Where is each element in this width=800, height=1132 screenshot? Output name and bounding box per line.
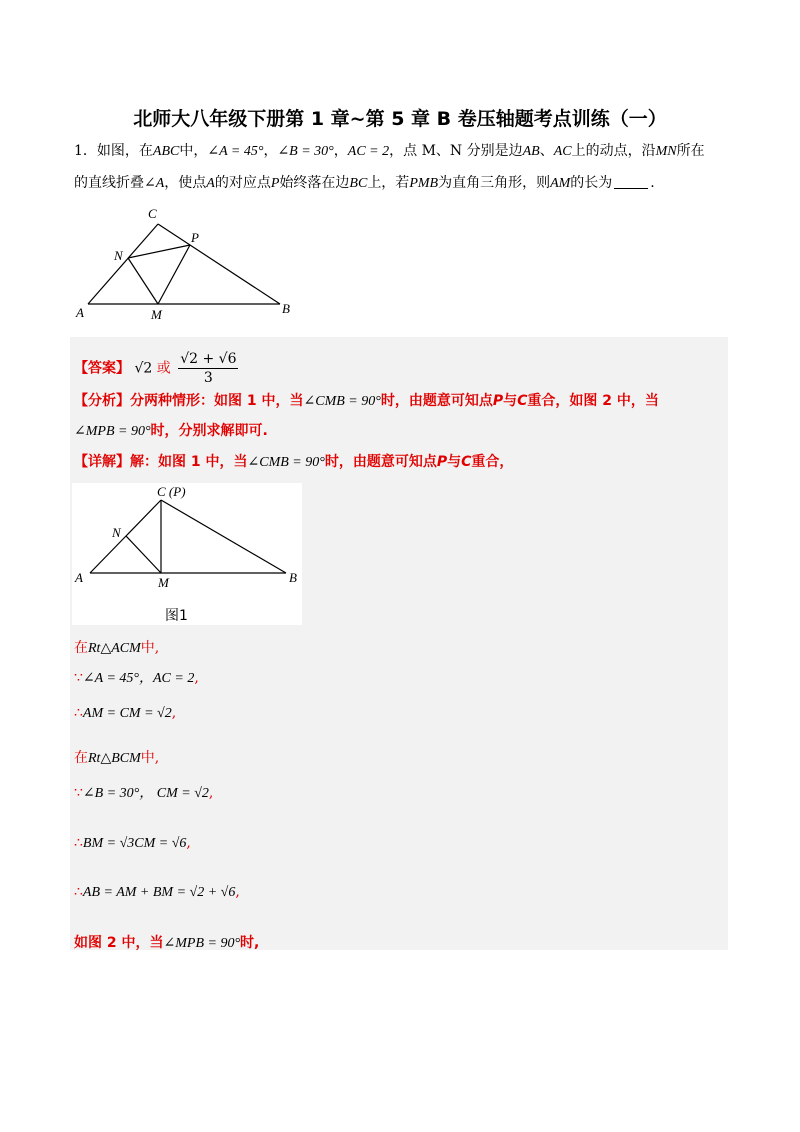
step-math: Rt△ACM: [88, 641, 141, 656]
q-text: 上，若: [367, 175, 410, 191]
label-A: A: [76, 305, 84, 320]
analysis-line-2: [74, 421, 268, 442]
q-text: ，使点: [164, 175, 207, 191]
q-math: ABC: [152, 144, 180, 159]
triangle-figure-1: [70, 205, 310, 323]
q-text: 始终落在边: [279, 175, 350, 191]
q-math: P: [270, 176, 280, 191]
step-3: [74, 703, 176, 724]
step-1: [74, 638, 159, 659]
step-prefix: ∴: [74, 705, 83, 721]
answer-line: [74, 350, 241, 387]
step-math: Rt△BCM: [88, 751, 141, 766]
step-8: [74, 933, 259, 954]
page-title: 北师大八年级下册第 1 章~第 5 章 B 卷压轴题考点训练（一）: [133, 108, 667, 130]
step-suffix: 时,: [240, 935, 260, 951]
detail-text: 解：如图 1 中，当: [130, 454, 248, 470]
label-M: M: [151, 307, 162, 322]
triangle-figure-2: [72, 483, 302, 603]
step-5: [74, 783, 213, 804]
label-M: M: [158, 575, 169, 590]
q-text: 所在: [676, 143, 705, 159]
analysis-line-1: [74, 391, 659, 412]
q-math: PMB: [409, 176, 439, 191]
q-text: ，: [333, 143, 348, 159]
analysis-text: 时，由题意可知点: [380, 393, 493, 409]
answer-blank: [614, 174, 648, 189]
q-math: AM: [550, 176, 571, 191]
detail-tag: 【详解】: [74, 454, 130, 470]
figure-caption: 图1: [165, 608, 188, 624]
label-N: N: [112, 525, 121, 540]
step-suffix: ,: [208, 785, 214, 801]
fraction-numerator: √2 + √6: [180, 351, 237, 367]
question-number: 1．: [74, 143, 97, 159]
answer-fraction: [178, 350, 238, 387]
edge-AC: [88, 224, 158, 304]
label-P: P: [191, 230, 199, 245]
question-line-2: [74, 173, 734, 194]
step-suffix: ,: [186, 835, 191, 851]
q-text: 的对应点: [214, 175, 271, 191]
label-B: B: [282, 301, 290, 316]
analysis-tag: 【分析】: [74, 393, 130, 409]
detail-math: C: [461, 454, 472, 470]
step-7: [74, 882, 240, 903]
q-text: ，: [263, 143, 278, 159]
edge-CB: [161, 500, 286, 573]
step-6: [74, 833, 191, 854]
step-4: [74, 748, 159, 769]
edge-PM: [158, 245, 190, 304]
label-N: N: [114, 248, 123, 263]
q-text: ，点 M、N 分别是边: [389, 143, 523, 159]
q-math: A: [206, 176, 215, 191]
detail-math: ∠CMB = 90°: [247, 455, 325, 470]
q-text: 如图，在: [96, 143, 153, 159]
q-text: 的直线折叠: [74, 175, 144, 191]
fraction-denominator: 3: [203, 370, 213, 386]
q-math: AC: [553, 144, 572, 159]
step-math: ∠A = 45°，AC = 2: [82, 671, 195, 686]
step-prefix: 在: [74, 750, 88, 766]
label-C: C: [148, 206, 157, 221]
step-prefix: ∵: [74, 670, 83, 686]
analysis-text: 分两种情形：如图 1 中，当: [130, 393, 304, 409]
q-text: .: [650, 175, 655, 191]
step-suffix: 中,: [140, 750, 160, 766]
analysis-math: P: [492, 393, 504, 409]
edge-NM: [126, 536, 161, 573]
q-text: 中，: [179, 143, 208, 159]
detail-line-1: [74, 452, 513, 473]
step-math: AM = CM = √2: [82, 706, 172, 721]
label-B: B: [289, 570, 297, 585]
answer-or: 或: [156, 360, 171, 377]
detail-math: P: [436, 454, 448, 470]
question-line-1: [74, 141, 734, 162]
analysis-text: 重合，如图 2 中，当: [527, 393, 659, 409]
q-math: ∠B = 30°: [277, 144, 334, 159]
answer-value-1: √2: [134, 360, 153, 377]
detail-text: 重合，: [471, 454, 514, 470]
q-text: 上的动点，沿: [571, 143, 656, 159]
q-math: AB: [522, 144, 540, 159]
label-A: A: [75, 570, 83, 585]
edge-NM: [128, 258, 158, 304]
q-math: BC: [349, 176, 368, 191]
q-math: ∠A: [144, 176, 165, 191]
step-suffix: ,: [235, 884, 240, 900]
step-suffix: ,: [171, 705, 177, 721]
step-2: [74, 668, 199, 689]
step-math: BM = √3CM = √6: [82, 836, 187, 851]
step-math: ∠MPB = 90°: [163, 936, 241, 951]
detail-text: 时，由题意可知点: [324, 454, 437, 470]
analysis-text: 与: [503, 393, 518, 409]
analysis-math: ∠MPB = 90°: [74, 424, 151, 439]
edge-CB: [158, 224, 280, 304]
detail-text: 与: [447, 454, 462, 470]
q-math: MN: [655, 144, 677, 159]
step-prefix: 如图 2 中，当: [74, 935, 164, 951]
step-prefix: ∴: [74, 835, 83, 851]
figure-2-panel: [72, 483, 302, 625]
analysis-text: 时，分别求解即可.: [150, 423, 268, 439]
q-text: 为直角三角形，则: [438, 175, 551, 191]
step-math: ∠B = 30°， CM = √2: [82, 786, 209, 801]
q-math: AC = 2: [347, 144, 390, 159]
step-prefix: 在: [74, 640, 88, 656]
analysis-math: C: [517, 393, 528, 409]
q-text: 的长为: [570, 175, 613, 191]
answer-tag: 【答案】: [74, 360, 130, 377]
label-CP: C (P): [157, 484, 186, 499]
step-math: AB = AM + BM = √2 + √6: [82, 885, 236, 900]
step-prefix: ∵: [74, 785, 83, 801]
step-suffix: 中,: [140, 640, 160, 656]
q-text: 、: [539, 143, 554, 159]
step-prefix: ∴: [74, 884, 83, 900]
q-math: ∠A = 45°: [207, 144, 264, 159]
step-suffix: ,: [194, 670, 199, 686]
analysis-math: ∠CMB = 90°: [303, 394, 381, 409]
